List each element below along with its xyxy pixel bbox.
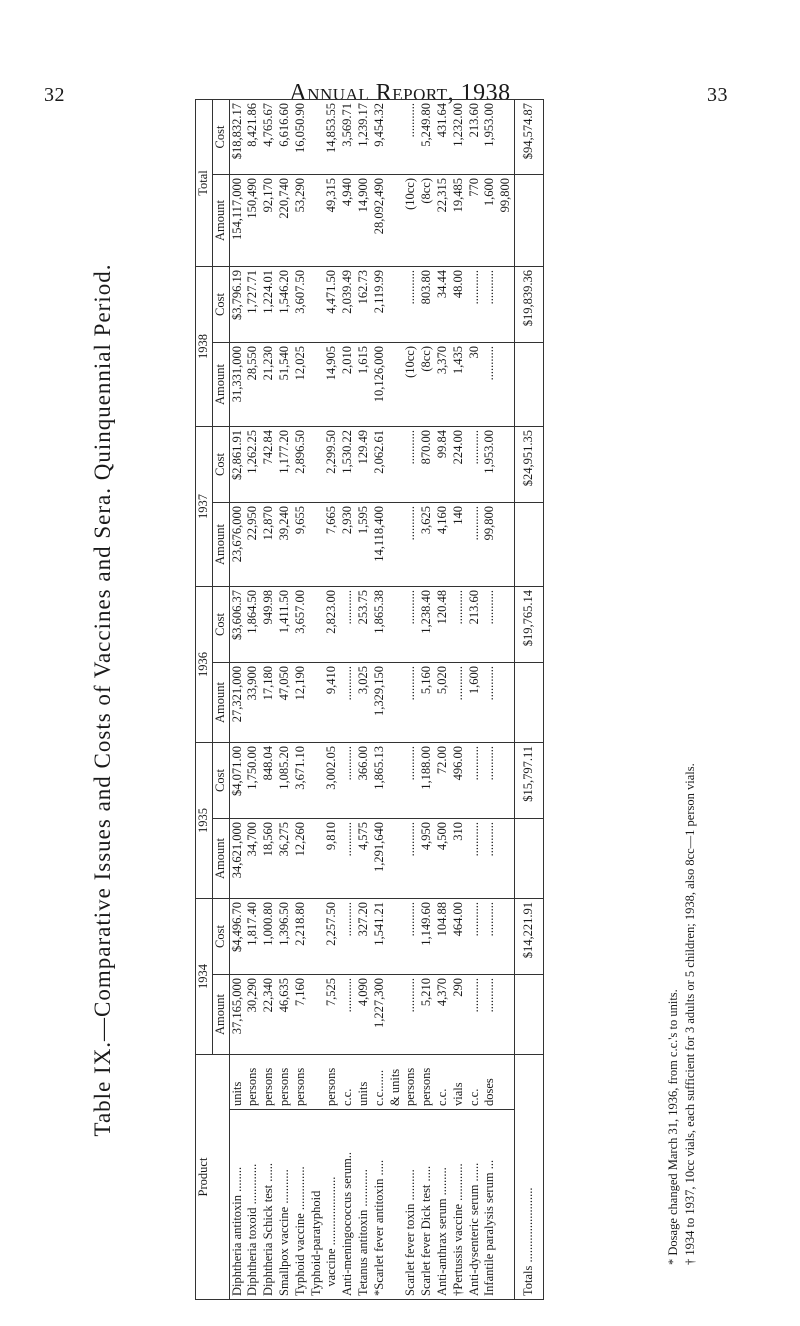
year-1937-header: 1937 [196, 426, 213, 586]
total-header: Total [196, 99, 213, 266]
cost-header: Cost [212, 898, 229, 974]
year-1938-header: 1938 [196, 266, 213, 426]
amount-header: Amount [212, 818, 229, 898]
cost-header: Cost [212, 426, 229, 502]
cost-header: Cost [212, 742, 229, 818]
total-cost-1937: $24,951.35 [514, 426, 543, 502]
cost-header: Cost [212, 586, 229, 662]
footnote-dosage: * Dosage changed March 31, 1936, from c.c.'s to units. [666, 989, 680, 1265]
amount-header: Amount [212, 174, 229, 266]
group-header-row [196, 99, 213, 1299]
table-title: Table IX.—Comparative Issues and Costs of Vaccines and Sera. Quinquennial Period. [90, 263, 115, 1137]
amount-header: Amount [212, 502, 229, 586]
amount-total-cell: 154,117,000 150,490 92,170 220,740 53,290 49,315 4,940 14,900 28,092,490 (10cc) (8cc) 22,315 19,485 770 1,600 99,800 [229, 174, 514, 266]
units-cell: units persons persons persons persons persons c.c. units c.c....... & units persons persons c.c. vials c.c. doses [229, 1054, 514, 1109]
total-cost-1934: $14,221.91 [514, 898, 543, 974]
year-1935-header: 1935 [196, 742, 213, 898]
empty-cell [514, 818, 543, 898]
amount-1936-cell: 27,321,000 33,900 17,180 47,050 12,190 9,410 ........... 3,025 1,329,150 ........... 5,160 5,020 ........... 1,600 ........... [229, 662, 514, 742]
rotated-table-block [90, 100, 760, 1300]
cost-header: Cost [212, 266, 229, 342]
amount-1937-cell: 23,676,000 22,950 12,870 39,240 9,655 7,665 2,930 1,595 14,118,400 ........... 3,625 4,160 140 ........... 99,800 [229, 502, 514, 586]
amount-1934-cell: 37,165,000 30,290 22,340 46,635 7,160 7,525 ........... 4,090 1,227,300 ........... 5,210 4,370 290 ........... ........... [229, 974, 514, 1054]
table-body-row [229, 99, 514, 1299]
cost-1936-cell: $3,606.37 1,864.50 949.98 1,411.50 3,657.00 2,823.00 ........... 253.75 1,865.38 ........... 1,238.40 120.48 ........... 213.60 ........... [229, 586, 514, 662]
amount-1938-cell: 31,331,000 28,550 21,230 51,540 12,025 14,905 2,010 1,615 10,126,000 (10cc) (8cc) 3,370 1,435 30 ........... [229, 342, 514, 426]
empty-cell [514, 974, 543, 1054]
total-cost-1936: $19,765.14 [514, 586, 543, 662]
empty-cell [514, 662, 543, 742]
page-number-left: 32 [44, 84, 65, 106]
total-cost-all: $94,574.87 [514, 99, 543, 174]
empty-cell [514, 502, 543, 586]
totals-row [514, 99, 543, 1299]
cost-header: Cost [212, 99, 229, 174]
product-names-cell: Diphtheria antitoxin ........ Diphtheria toxoid ............. Diphtheria Schick test ...... Smallpox vaccine ........... Typhoid vaccine .............. Typhoid-paratyphoid vaccine ...................... Anti-meningococcus serum.. Tetanus antitoxin ............ *Scarlet fever antitoxin ..... Scarlet fever toxin .......... Scarlet fever Dick test ..... Anti-anthrax serum ......... †Pertussis vaccine ............ Anti-dysenteric serum ...... Infantile paralysis serum ... [229, 1110, 514, 1300]
year-1934-header: 1934 [196, 898, 213, 1054]
comparative-issues-table [195, 99, 544, 1300]
cost-1937-cell: $2,861.91 1,262.25 742.84 1,177.20 2,896.50 2,299.50 1,530.22 129.49 2,062.61 ........... 870.00 99.84 224.00 ........... 1,953.00 [229, 426, 514, 502]
amount-header: Amount [212, 662, 229, 742]
cost-total-cell: $18,832.17 8,421.86 4,765.67 6,616.60 16,050.90 14,853.55 3,569.71 1,239.17 9,454.32 ........... 5,249.80 431.64 1,232.00 213.60 1,953.00 [229, 99, 514, 174]
cost-1938-cell: $3,796.19 1,727.71 1,224.01 1,546.20 3,607.50 4,471.50 2,039.49 162.73 2,119.99 ........... 803.80 34.44 48.00 ........... ........... [229, 266, 514, 342]
amount-header: Amount [212, 342, 229, 426]
amount-1935-cell: 34,621,000 34,700 18,560 36,275 12,260 9,810 ........... 4,575 1,291,640 ........... 4,950 4,500 310 ........... ........... [229, 818, 514, 898]
total-cost-1935: $15,797.11 [514, 742, 543, 818]
empty-cell [514, 342, 543, 426]
totals-label: Totals ........................ [514, 1054, 543, 1299]
total-cost-1938: $19,839.36 [514, 266, 543, 342]
product-header: Product [196, 1054, 230, 1299]
year-1936-header: 1936 [196, 586, 213, 742]
running-header: Annual Report, 1938 [289, 80, 511, 106]
footnote-pertussis: † 1934 to 1937, 10cc vials, each sufficient for 3 adults or 5 children; 1938, also 8cc—1 person vials. [683, 763, 697, 1265]
cost-1934-cell: $4,496.70 1,817.40 1,000.80 1,396.50 2,218.80 2,257.50 ........... 327.20 1,541.21 ........... 1,149.60 104.88 464.00 ........... ........... [229, 898, 514, 974]
empty-cell [514, 174, 543, 266]
amount-header: Amount [212, 974, 229, 1054]
cost-1935-cell: $4,071.00 1,750.00 848.04 1,085.20 3,671.10 3,002.05 ........... 366.00 1,865.13 ........... 1,188.00 72.00 496.00 ........... ........... [229, 742, 514, 818]
page-number-right: 33 [707, 84, 728, 106]
footnotes [665, 100, 699, 1300]
